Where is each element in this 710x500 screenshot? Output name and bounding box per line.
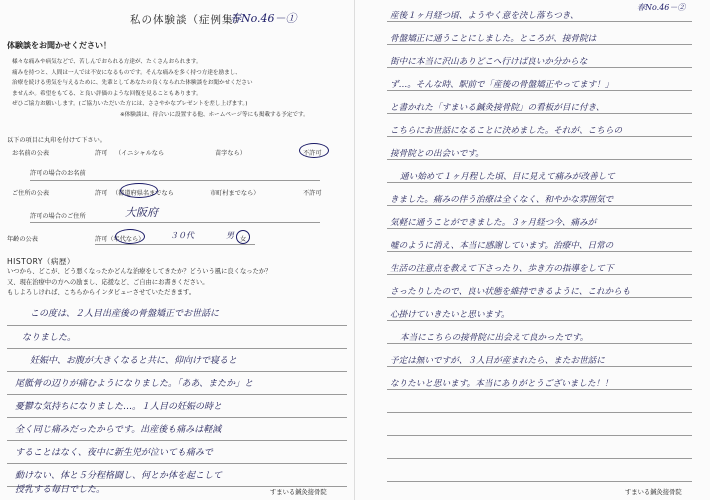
handwritten-line: なりました。 <box>22 333 77 343</box>
handwritten-line: 心掛けていきたいと思います。 <box>390 310 510 320</box>
handwritten-page-mark: 春No.46－① <box>230 12 297 25</box>
deny-circle-mark <box>299 143 329 158</box>
ruled-line <box>387 90 692 91</box>
address-value: 大阪府 <box>125 206 158 219</box>
history-line: もしよろしければ、こちらからインタビューさせていただきます。 <box>7 289 196 296</box>
intro-line: 様々な痛みや病気などで、苦しんでおられる方達が、たくさんおられます。 <box>12 59 202 65</box>
ruled-line <box>7 325 347 326</box>
handwritten-line: と書かれた「すまいる鍼灸接骨院」の看板が目に付き、 <box>390 103 605 113</box>
handwritten-line: 妊娠中、お腹が大きくなると共に、仰向けで寝ると <box>30 356 238 366</box>
handwritten-page-mark: 春No.46－② <box>637 3 686 12</box>
handwritten-line: きました。痛みの伴う治療は全くなく、和やかな雰囲気で <box>390 195 614 205</box>
ruled-line <box>387 481 692 482</box>
ruled-line <box>7 394 347 395</box>
page-title: 私の体験談（症例集） <box>130 14 245 26</box>
ruled-line <box>387 412 692 413</box>
ruled-line <box>7 440 347 441</box>
handwritten-line: 予定は無いですが、３人目が産まれたら、またお世話に <box>390 356 605 366</box>
intro-line: 治療を続ける勇気を与えるために、先輩としてあなたの良くなられた体験談をお聞かせください <box>12 80 253 87</box>
handwritten-line: 通い始めて１ヶ月程した頃、目に見えて痛みが改善して <box>400 172 615 182</box>
handwritten-line: 本当にこちらの接骨院に出会えて良かったです。 <box>400 333 589 343</box>
handwritten-line: 全く同じ痛みだったからです。出産後も痛みは軽減 <box>15 425 222 435</box>
address-public-label: ご住所の公表 <box>12 190 50 197</box>
handwritten-line: 尾骶骨の辺りが痛むようになりました。「ああ、またか」と <box>15 379 254 389</box>
handwritten-line: 動けない、体と５分程格闘し、何とか体を起こして <box>15 471 223 481</box>
ruled-line <box>387 182 692 183</box>
footer-clinic-name: すまいる鍼灸接骨院 <box>270 489 327 496</box>
ruled-line <box>387 21 692 22</box>
address-allow-option: 許可 <box>95 190 108 197</box>
prefecture-circle-mark <box>120 183 158 198</box>
ruled-line <box>387 343 692 344</box>
handwritten-line: 産後１ヶ月経つ頃、ようやく意を決し落ちつき、 <box>390 11 579 21</box>
handwritten-line: 街中に本当に沢山ありどこへ行けば良いか分からな <box>390 57 588 67</box>
history-line: 又、現在治療中の方への励まし、応援など、ご自由にお書きください。 <box>7 278 209 286</box>
handwritten-line: 骨盤矯正に通うことにしました。ところが、接骨院は <box>390 34 597 44</box>
gender-male: 男 <box>226 231 234 240</box>
gender-circle-mark <box>236 230 250 244</box>
handwritten-line: 憂鬱な気持ちになりました…。１人目の妊娠の時と <box>15 402 223 412</box>
age-public-label: 年齢の公表 <box>7 236 38 243</box>
ruled-line <box>7 348 347 349</box>
handwritten-line: こちらにお世話になることに決めました。それが、こちらの <box>390 126 623 136</box>
ruled-line <box>387 113 692 114</box>
intro-text <box>12 57 342 121</box>
ruled-line <box>7 417 347 418</box>
ruled-line <box>387 389 692 390</box>
request-heading: 体験談をお聞かせください！ <box>7 41 111 50</box>
ruled-line <box>387 67 692 68</box>
intro-note: ※体験談は、待合いに設置する他、ホームページ等にも掲載する予定です。 <box>120 111 309 118</box>
name-allow-option: 許可 <box>95 150 108 157</box>
handwritten-line: ず…。そんな時、駅前で「産後の骨盤矯正やってます！」 <box>390 80 614 90</box>
handwritten-line: 気軽に通うことができました。３ヶ月経つ今、痛みが <box>390 218 597 228</box>
age-value: ３０代 <box>170 231 194 240</box>
age-circle-mark <box>115 229 145 244</box>
intro-line: 痛みを持つと、人間は一人では不安になるものです。そんな痛みを多く持つ方達を励まし、 <box>12 69 241 76</box>
handwritten-line: この度は、２人目出産後の骨盤矯正でお世話に <box>30 309 220 319</box>
ruled-line <box>7 463 347 464</box>
ruled-line <box>387 274 692 275</box>
ruled-line <box>387 136 692 137</box>
handwritten-line: することはなく、夜中に新生児が泣いても痛みで <box>15 448 213 458</box>
history-instructions <box>7 267 347 299</box>
age-allow-option: 許可（年代なら） <box>95 236 145 243</box>
ruled-line <box>387 458 692 459</box>
right-page <box>355 0 710 500</box>
handwritten-line: さったりしたので、良い状態を維持できるように、これからも <box>390 287 631 297</box>
ruled-line <box>387 159 692 160</box>
address-deny-option: 不許可 <box>303 190 322 197</box>
ruled-line <box>387 228 692 229</box>
address-if-allowed-label: 許可の場合のご住所 <box>30 213 86 220</box>
intro-line: ませんか。希望をもてる、と良い評価のような回復を見ることもあります。 <box>12 90 202 97</box>
address-pref-option: （都道府県名までなら <box>112 190 174 197</box>
history-heading: HISTORY（病歴） <box>7 257 75 266</box>
handwritten-line: 接骨院との出会いです。 <box>390 149 484 159</box>
handwritten-line: 授乳する毎日でした。 <box>15 485 106 495</box>
handwritten-line: 嘘のように消え、本当に感謝しています。治療中、日常の <box>390 241 614 251</box>
handwritten-line: なりたいと思います。本当にありがとうございました！！ <box>390 379 613 389</box>
name-deny-option: 不許可 <box>303 150 322 157</box>
intro-line: ぜひご協力お願いします。(ご協力いただいた方には、ささやかなプレゼントを差し上げます。) <box>12 101 248 108</box>
name-if-allowed-label: 許可の場合のお名前 <box>30 170 86 177</box>
underline <box>30 180 320 181</box>
ruled-line <box>387 251 692 252</box>
handwritten-line: 生活の注意点を教えて下さったり、歩き方の指導をして下 <box>390 264 614 274</box>
footer-clinic-name: すまいる鍼灸接骨院 <box>625 489 682 496</box>
ruled-line <box>387 297 692 298</box>
ruled-line <box>387 320 692 321</box>
underline <box>30 222 320 223</box>
ruled-line <box>387 44 692 45</box>
name-public-label: お名前の公表 <box>12 150 50 157</box>
address-city-option: 市町村までなら） <box>210 190 260 197</box>
ruled-line <box>387 366 692 367</box>
gender-female: 女 <box>240 236 247 243</box>
ruled-line <box>387 435 692 436</box>
form-instruction: 以下の項目に丸印を付けて下さい。 <box>7 137 106 144</box>
underline <box>95 244 255 245</box>
name-initial-option: （イニシャルなら <box>115 150 165 157</box>
name-surname-option: 苗字なら） <box>215 150 246 157</box>
history-line: いつから、どこが、どう悪くなったかどんな治療をしてきたか？どういう風に良くなったか？ <box>7 268 272 275</box>
ruled-line <box>387 205 692 206</box>
ruled-line <box>7 371 347 372</box>
